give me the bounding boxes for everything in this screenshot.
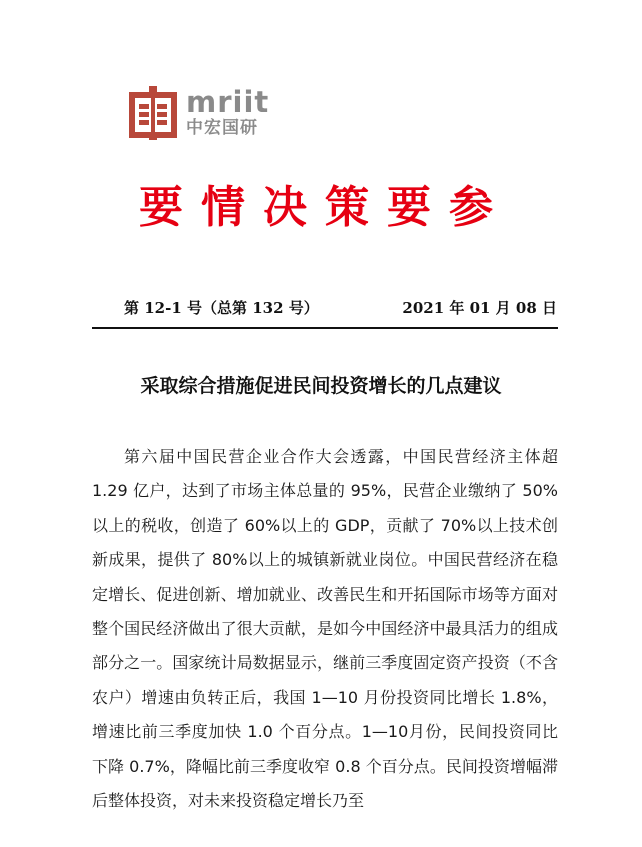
- masthead-title: 要情决策要参: [139, 182, 511, 233]
- mriit-logo-icon: [129, 86, 177, 140]
- logo: [129, 86, 269, 140]
- issue-number: 第 12-1 号（总第 132 号）: [124, 299, 319, 317]
- article-paragraph: 第六届中国民营企业合作大会透露，中国民营经济主体超1.29 亿户，达到了市场主体总量的 95%，民营企业缴纳了 50%以上的税收，创造了 60%以上的 GDP，贡献了 70%以上技术创新成果，提供了 80%以上的城镇新就业岗位。中国民营经济在稳定增长、促进创新、增加就业、改善民生和开拓国际市场等方面对整个国民经济做出了很大贡献，是如今中国经济中最具活力的组成部分之一。国家统计局数据显示，继前三季度固定资产投资（不含农户）增速由负转正后，我国 1—10 月份投资同比增长 1.8%，增速比前三季度加快 1.0 个百分点。1—10月份，民间投资同比下降 0.7%，降幅比前三季度收窄 0.8 个百分点。民间投资增幅滞后整体投资，对未来投资稳定增长乃至: [92, 447, 558, 811]
- logo-wordmark-en: mriit: [186, 85, 270, 119]
- issue-line: [92, 296, 557, 320]
- article-title: 采取综合措施促进民间投资增长的几点建议: [140, 375, 502, 397]
- logo-wordmark-cn: 中宏国研: [186, 118, 258, 138]
- issue-date: 2021 年 01 月 08 日: [402, 299, 557, 317]
- header-divider: [92, 327, 558, 329]
